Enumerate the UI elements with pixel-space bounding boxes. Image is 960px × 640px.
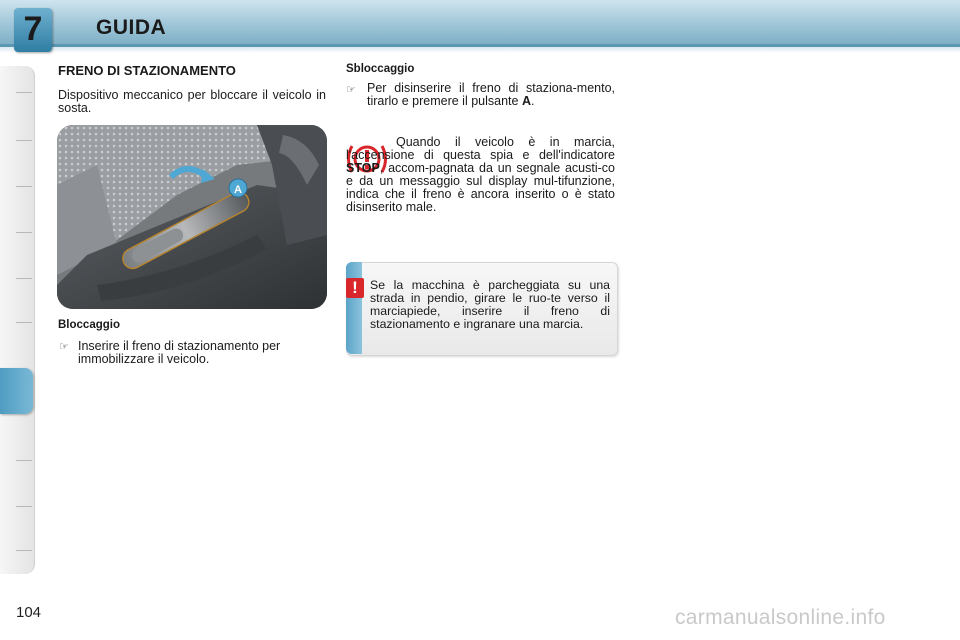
watermark: carmanualsonline.info bbox=[675, 606, 886, 629]
chapter-title: GUIDA bbox=[96, 16, 167, 39]
note-accent-bar bbox=[346, 262, 362, 354]
button-a-label: A bbox=[234, 184, 242, 196]
warning-text-part1: Quando il veicolo è in marcia, l'accensione di questa spia e dell'indicatore bbox=[346, 135, 615, 162]
warning-text-part2: , accom-pagnata da un segnale acusti-co e da un messaggio sul display mul-tifunzione, indica che il freno è ancora inserito o è stato disinserito male. bbox=[346, 161, 615, 214]
side-tab-divider bbox=[16, 278, 32, 279]
header-fade bbox=[0, 47, 960, 53]
side-tab-divider bbox=[16, 186, 32, 187]
side-tab-divider bbox=[16, 232, 32, 233]
chapter-number: 7 bbox=[23, 10, 43, 48]
side-tab-active[interactable] bbox=[0, 368, 33, 414]
pointing-hand-icon: ☞ bbox=[346, 84, 356, 96]
sbloccaggio-heading: Sbloccaggio bbox=[346, 63, 415, 75]
note-text: Se la macchina è parcheggiata su una strada in pendio, girare le ruo-te verso il marciapiede, inserire il freno di stazionamento e ingranare una marcia. bbox=[370, 278, 610, 331]
warning-text bbox=[346, 136, 615, 214]
exclamation-icon: ! bbox=[346, 278, 364, 298]
bloccaggio-text: Inserire il freno di stazionamento per immobilizzare il veicolo. bbox=[78, 339, 281, 366]
side-tab-strip bbox=[0, 66, 35, 574]
sbloccaggio-text bbox=[367, 82, 615, 108]
side-tab-divider bbox=[16, 322, 32, 323]
page-number: 104 bbox=[16, 604, 42, 621]
section-title: FRENO DI STAZIONAMENTO bbox=[58, 63, 236, 78]
stop-label: STOP bbox=[346, 161, 380, 175]
side-tab-divider bbox=[16, 92, 32, 93]
sentence-period: . bbox=[530, 94, 535, 108]
button-reference: A bbox=[521, 94, 531, 108]
parking-brake-photo bbox=[57, 125, 327, 309]
section-intro: Dispositivo meccanico per bloccare il veicolo in sosta. bbox=[58, 88, 326, 115]
side-tab-divider bbox=[16, 550, 32, 551]
bloccaggio-heading: Bloccaggio bbox=[58, 319, 120, 331]
side-tab-divider bbox=[16, 506, 32, 507]
side-tab-divider bbox=[16, 140, 32, 141]
side-tab-divider bbox=[16, 460, 32, 461]
sbloccaggio-body: Per disinserire il freno di staziona-mento, tirarlo e premere il pulsante bbox=[367, 81, 615, 108]
pointing-hand-icon: ☞ bbox=[59, 341, 69, 353]
